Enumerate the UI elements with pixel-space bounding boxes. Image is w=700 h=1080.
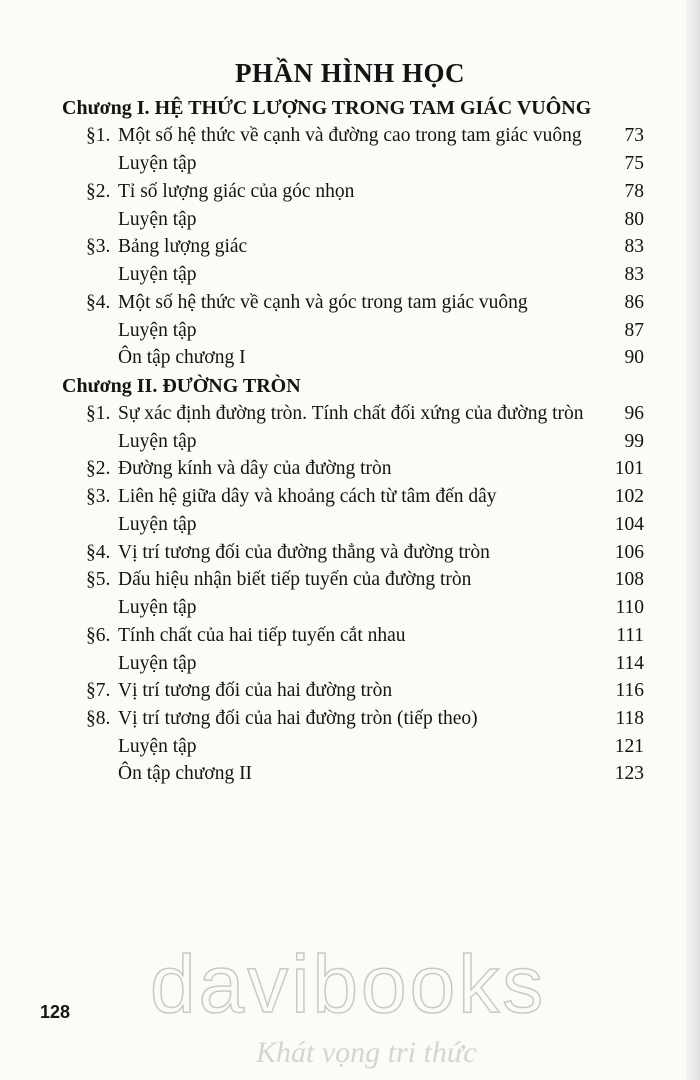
entry-page: 123 xyxy=(614,763,644,784)
toc-entry xyxy=(0,653,700,679)
chapter-name: ĐƯỜNG TRÒN xyxy=(162,375,301,397)
entry-title: Tính chất của hai tiếp tuyến cắt nhau xyxy=(118,625,406,646)
entry-page: 121 xyxy=(614,736,644,757)
toc-entry xyxy=(0,458,700,484)
entry-title: Đường kính và dây của đường tròn xyxy=(118,458,392,479)
chapter-label: Chương I. xyxy=(62,97,150,119)
toc-entry xyxy=(0,514,700,540)
entry-title: Luyện tập xyxy=(118,209,197,230)
entry-page: 106 xyxy=(614,542,644,563)
toc-entry xyxy=(0,181,700,207)
entry-page: 104 xyxy=(614,514,644,535)
toc-entry xyxy=(0,542,700,568)
toc-entry xyxy=(0,763,700,789)
section-number: §2. xyxy=(86,181,111,202)
toc-entry xyxy=(0,320,700,346)
entry-page: 83 xyxy=(624,264,644,285)
section-number: §4. xyxy=(86,542,111,563)
toc-entry xyxy=(0,708,700,734)
section-number: §3. xyxy=(86,486,111,507)
watermark-slogan: Khát vọng tri thức xyxy=(256,1036,477,1069)
section-number: §6. xyxy=(86,625,111,646)
section-number: §7. xyxy=(86,680,111,701)
entry-page: 78 xyxy=(624,181,644,202)
entry-page: 83 xyxy=(624,236,644,257)
entry-page: 111 xyxy=(616,625,644,646)
entry-title: Ôn tập chương II xyxy=(118,763,253,784)
toc-entry xyxy=(0,403,700,429)
entry-page: 73 xyxy=(624,125,644,146)
entry-page: 116 xyxy=(615,680,644,701)
entry-title: Luyện tập xyxy=(118,153,197,174)
entry-title: Vị trí tương đối của đường thẳng và đường tròn xyxy=(118,542,490,563)
entry-title: Luyện tập xyxy=(118,320,197,341)
entry-page: 80 xyxy=(624,209,644,230)
section-number: §1. xyxy=(86,125,111,146)
entry-page: 102 xyxy=(614,486,644,507)
entry-page: 96 xyxy=(624,403,644,424)
toc-entry xyxy=(0,431,700,457)
watermark-brand: davibooks xyxy=(150,939,547,1030)
entry-page: 101 xyxy=(614,458,644,479)
entry-page: 114 xyxy=(615,653,644,674)
entry-title: Bảng lượng giác xyxy=(118,236,248,257)
section-number: §5. xyxy=(86,569,111,590)
entry-title: Ôn tập chương I xyxy=(118,347,246,368)
toc-entry xyxy=(0,236,700,262)
entry-page: 86 xyxy=(624,292,644,313)
entry-title: Vị trí tương đối của hai đường tròn xyxy=(118,680,393,701)
toc-entry xyxy=(0,347,700,373)
entry-title: Tỉ số lượng giác của góc nhọn xyxy=(118,181,355,202)
toc-entry xyxy=(0,680,700,706)
toc-entry xyxy=(0,486,700,512)
toc-entry xyxy=(0,736,700,762)
toc-entry xyxy=(0,292,700,318)
section-number: §3. xyxy=(86,236,111,257)
entry-title: Luyện tập xyxy=(118,514,197,535)
chapter-heading xyxy=(62,375,301,398)
section-number: §4. xyxy=(86,292,111,313)
entry-title: Luyện tập xyxy=(118,653,197,674)
entry-title: Một số hệ thức về cạnh và góc trong tam giác vuông xyxy=(118,292,528,313)
toc-entry xyxy=(0,597,700,623)
entry-title: Luyện tập xyxy=(118,736,197,757)
entry-page: 108 xyxy=(614,569,644,590)
section-number: §2. xyxy=(86,458,111,479)
toc-entry xyxy=(0,209,700,235)
entry-title: Vị trí tương đối của hai đường tròn (tiếp theo) xyxy=(118,708,478,729)
toc-entry xyxy=(0,125,700,151)
section-number: §1. xyxy=(86,403,111,424)
entry-page: 99 xyxy=(624,431,644,452)
chapter-label: Chương II. xyxy=(62,375,158,397)
entry-page: 90 xyxy=(624,347,644,368)
entry-title: Liên hệ giữa dây và khoảng cách từ tâm đến dây xyxy=(118,486,497,507)
entry-title: Luyện tập xyxy=(118,431,197,452)
entry-page: 75 xyxy=(624,153,644,174)
toc-entry xyxy=(0,264,700,290)
entry-page: 118 xyxy=(615,708,644,729)
entry-title: Luyện tập xyxy=(118,264,197,285)
chapter-name: HỆ THỨC LƯỢNG TRONG TAM GIÁC VUÔNG xyxy=(154,97,592,119)
section-number: §8. xyxy=(86,708,111,729)
entry-page: 110 xyxy=(615,597,644,618)
toc-entry xyxy=(0,153,700,179)
entry-title: Sự xác định đường tròn. Tính chất đối xứng của đường tròn xyxy=(118,403,584,424)
toc-entry xyxy=(0,625,700,651)
page-number: 128 xyxy=(40,1002,71,1022)
toc-entry xyxy=(0,569,700,595)
page-title: PHẦN HÌNH HỌC xyxy=(234,58,465,88)
entry-title: Dấu hiệu nhận biết tiếp tuyến của đường tròn xyxy=(118,569,472,590)
chapter-heading xyxy=(62,97,591,120)
entry-page: 87 xyxy=(624,320,644,341)
entry-title: Luyện tập xyxy=(118,597,197,618)
entry-title: Một số hệ thức về cạnh và đường cao trong tam giác vuông xyxy=(118,125,582,146)
